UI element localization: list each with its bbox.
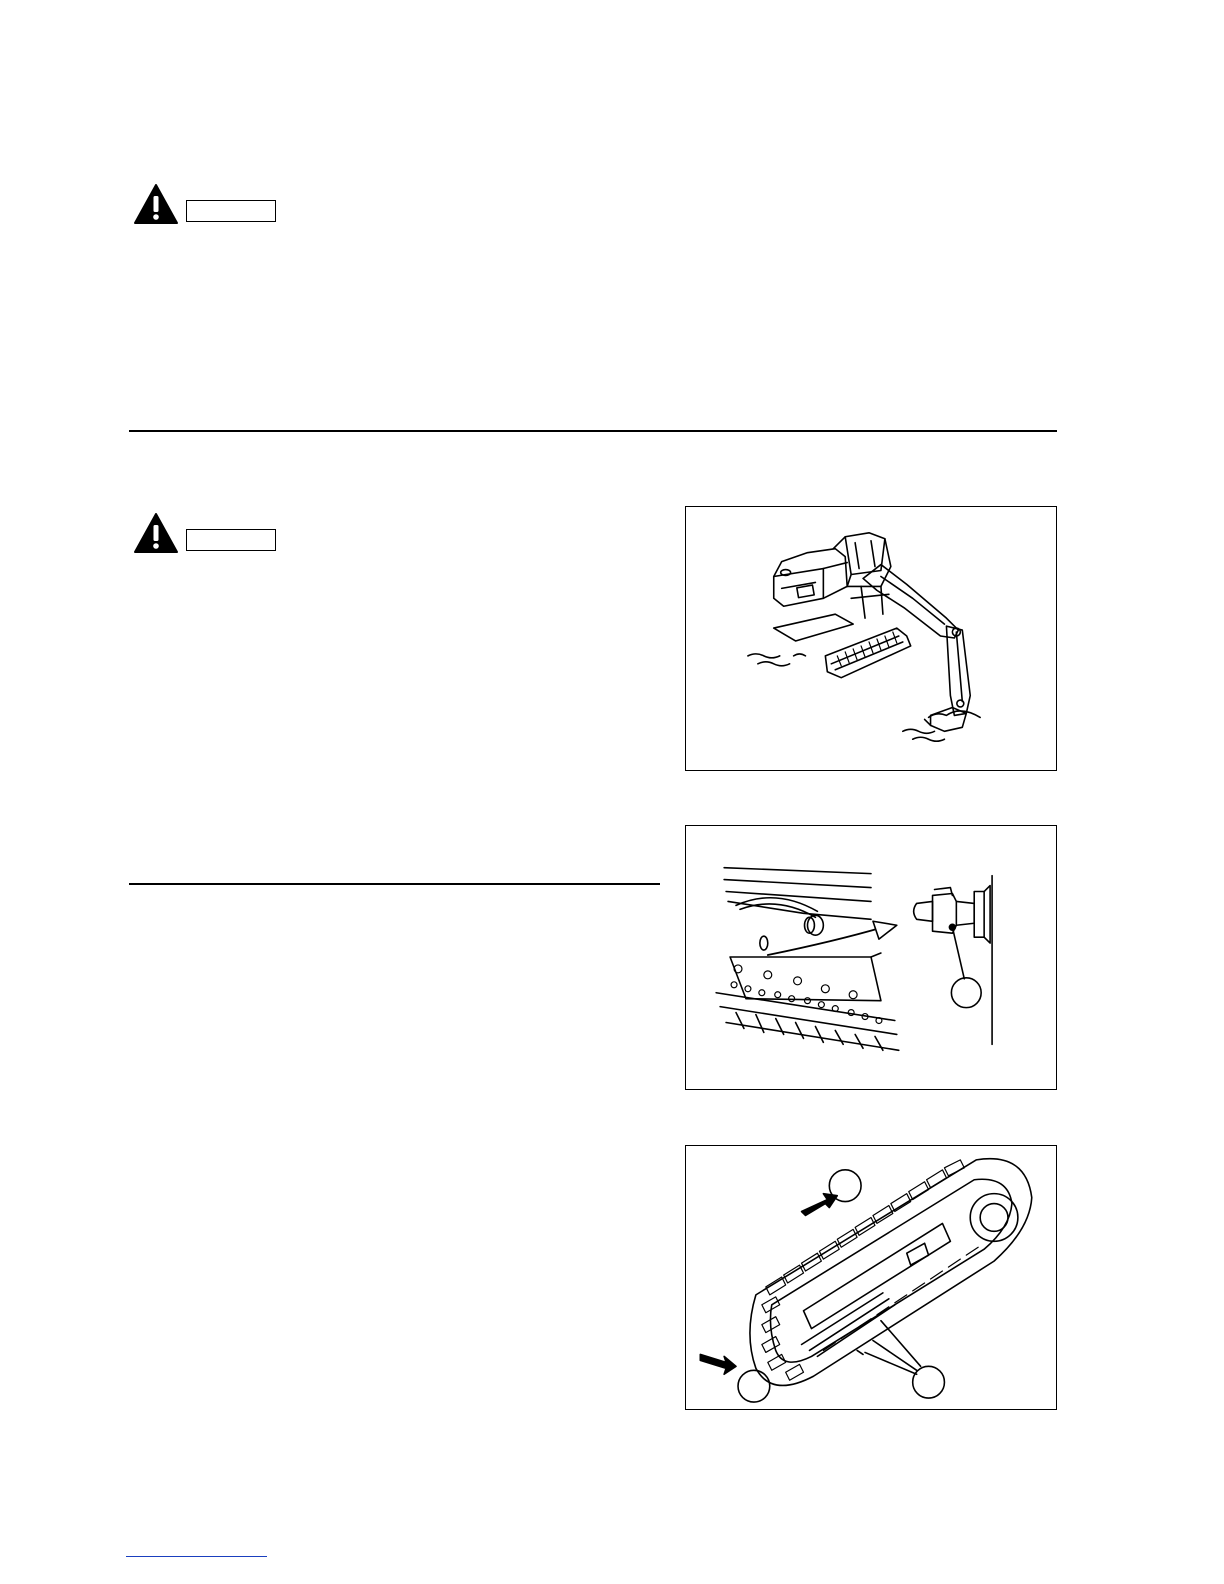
warning-label-box xyxy=(186,200,276,222)
warning-triangle-icon xyxy=(133,183,179,225)
track-figure xyxy=(685,1145,1057,1410)
warning-triangle-icon xyxy=(133,512,179,554)
excavator-figure xyxy=(685,506,1057,771)
excavator-illustration xyxy=(686,507,1056,770)
warning-block-2 xyxy=(133,512,279,556)
track-illustration xyxy=(686,1146,1056,1409)
section-divider xyxy=(129,430,1057,432)
subsection-divider xyxy=(129,883,660,885)
footer-link-underline[interactable] xyxy=(126,1556,267,1557)
track-adjuster-figure xyxy=(685,825,1057,1090)
warning-label-box xyxy=(186,529,276,551)
warning-block-1 xyxy=(133,183,279,227)
track-adjuster-illustration xyxy=(686,826,1056,1089)
